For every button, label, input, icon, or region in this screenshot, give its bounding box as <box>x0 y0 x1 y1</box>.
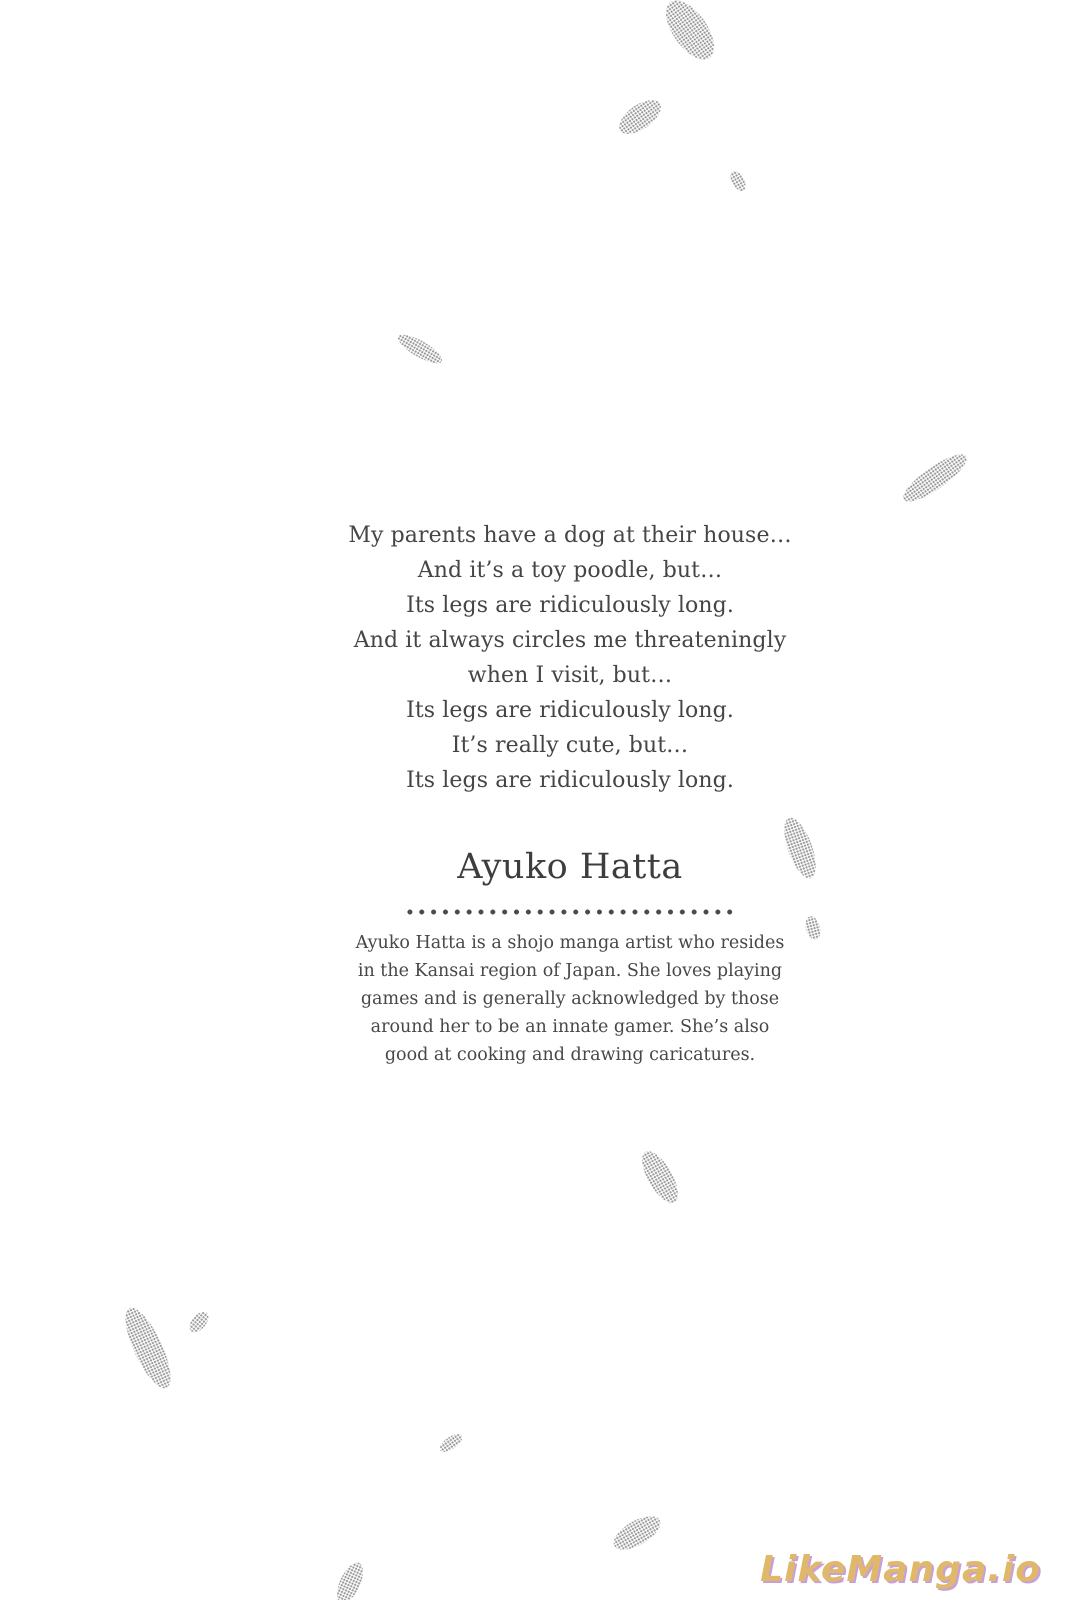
note-line: Its legs are ridiculously long. <box>406 698 734 723</box>
petal-2 <box>613 93 666 140</box>
petal-4 <box>394 330 445 369</box>
bio-line: good at cooking and drawing caricatures. <box>384 1045 756 1065</box>
bio-line: in the Kansai region of Japan. She loves playing <box>357 961 783 981</box>
bio-line: Ayuko Hatta is a shojo manga artist who resides <box>355 933 785 953</box>
petal-5 <box>898 447 973 509</box>
petal-1 <box>657 0 724 68</box>
petal-10 <box>186 1308 212 1335</box>
petal-13 <box>332 1559 369 1600</box>
petal-9 <box>117 1302 180 1394</box>
dotted-divider <box>404 907 736 917</box>
note-line: Its legs are ridiculously long. <box>406 768 734 793</box>
note-line: It’s really cute, but… <box>451 733 689 758</box>
author-note <box>320 518 820 798</box>
author-name: Ayuko Hatta <box>457 847 683 887</box>
note-line: My parents have a dog at their house… <box>348 523 792 548</box>
note-line: And it’s a toy poodle, but… <box>417 558 723 583</box>
petal-3 <box>727 168 748 193</box>
author-bio <box>320 929 820 1069</box>
petal-11 <box>437 1431 465 1456</box>
note-line: when I visit, but… <box>467 663 673 688</box>
bio-line: games and is generally acknowledged by those <box>360 989 780 1009</box>
note-line: Its legs are ridiculously long. <box>406 593 734 618</box>
note-line: And it always circles me threateningly <box>353 628 787 653</box>
petal-8 <box>635 1146 685 1208</box>
petal-12 <box>608 1510 665 1557</box>
author-note-page <box>320 518 820 1069</box>
watermark-logo: LikeManga.io <box>760 1549 1041 1590</box>
bio-line: around her to be an innate gamer. She’s also <box>370 1017 770 1037</box>
